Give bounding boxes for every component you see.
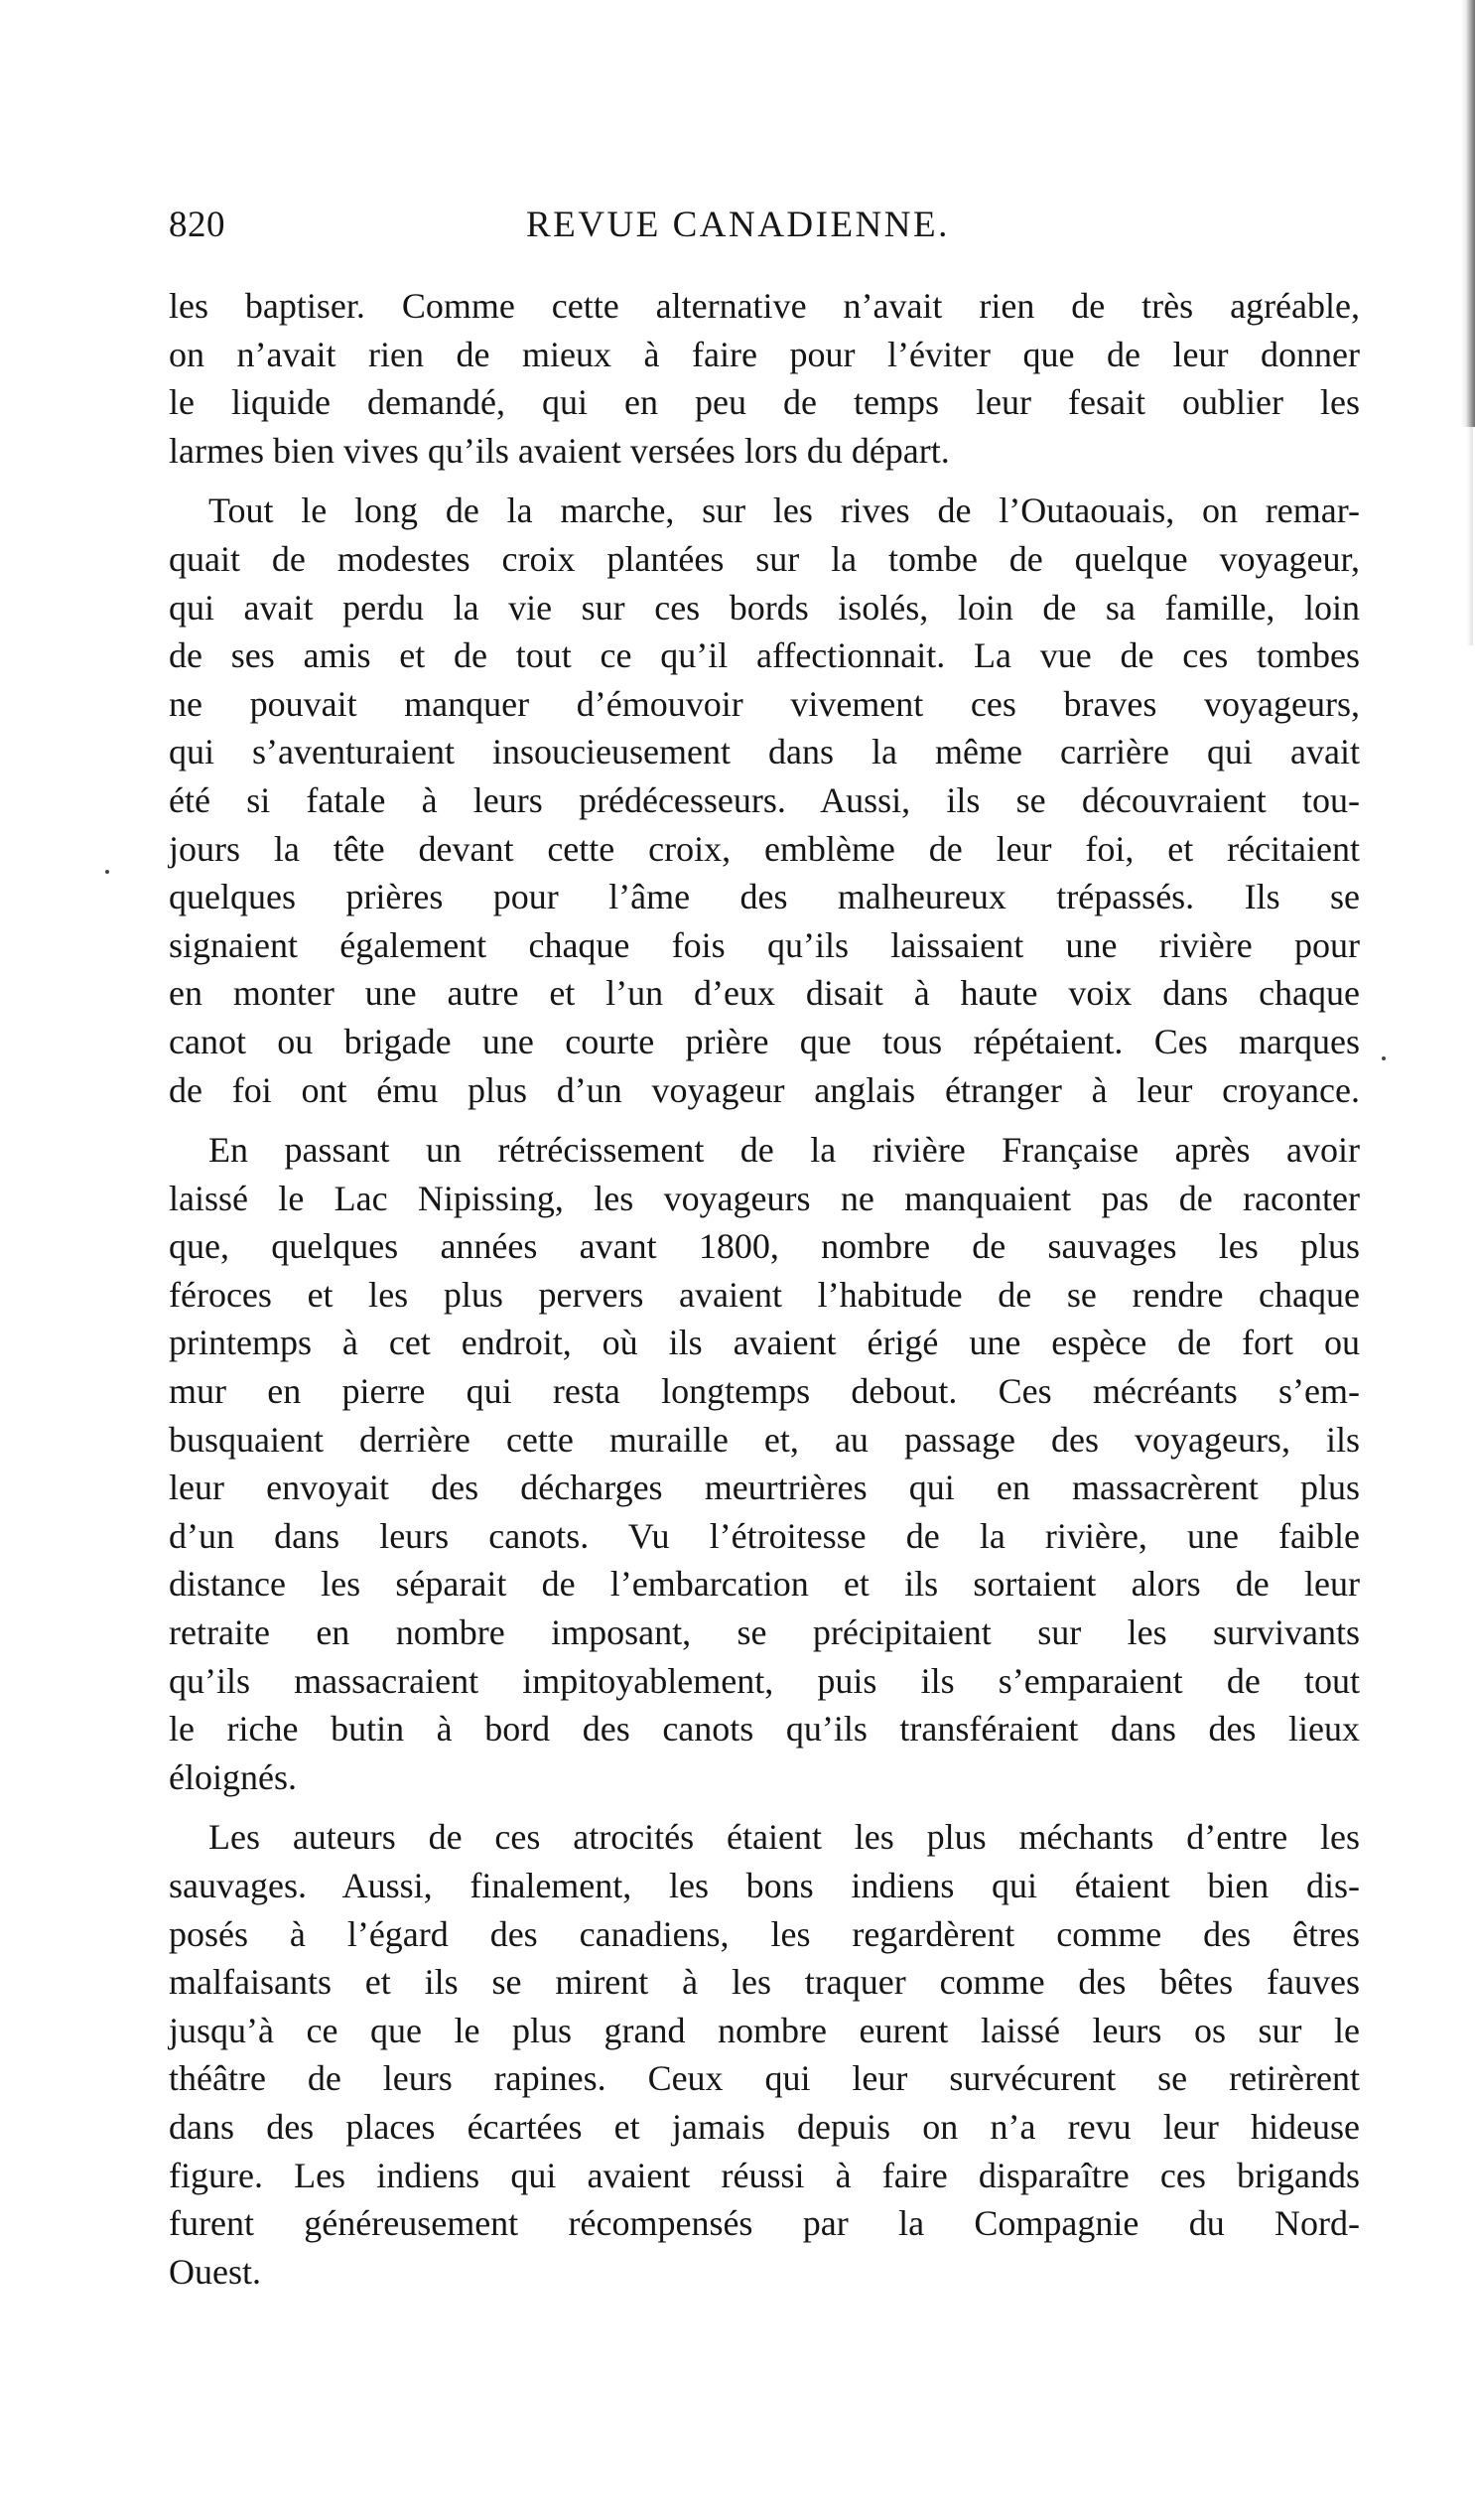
- text-line: de foi ont ému plus d’un voyageur anglais étranger à leur croyance.: [169, 1069, 1360, 1110]
- text-line: éloignés.: [169, 1756, 297, 1797]
- text-line: les baptiser. Comme cette alternative n’avait rien de très agréable,: [169, 286, 1360, 326]
- text-line: féroces et les plus pervers avaient l’habitude de se rendre chaque: [169, 1274, 1360, 1315]
- margin-speck: [1382, 1056, 1386, 1060]
- text-line: en monter une autre et l’un d’eux disait à haute voix dans chaque: [169, 973, 1360, 1014]
- text-line: furent généreusement récompensés par la Compagnie du Nord-: [169, 2203, 1360, 2244]
- running-header: [169, 204, 1003, 253]
- text-line: Tout le long de la marche, sur les rives de l’Outaouais, on remar-: [208, 490, 1360, 531]
- text-line: malfaisants et ils se mirent à les traquer comme des bêtes fauves: [169, 1962, 1360, 2003]
- scan-edge-shadow: [1461, 0, 1475, 427]
- margin-speck: [105, 870, 109, 874]
- paragraph: [169, 1813, 1360, 2296]
- text-line: d’un dans leurs canots. Vu l’étroitesse de la rivière, une faible: [169, 1515, 1360, 1556]
- text-line: distance les séparait de l’embarcation et ils sortaient alors de leur: [169, 1564, 1360, 1605]
- text-line: jours la tête devant cette croix, emblème de leur foi, et récitaient: [169, 828, 1360, 869]
- text-line: dans des places écartées et jamais depuis on n’a revu leur hideuse: [169, 2106, 1360, 2147]
- text-line: retraite en nombre imposant, se précipitaient sur les survivants: [169, 1612, 1360, 1653]
- text-line: qu’ils massacraient impitoyablement, puis ils s’emparaient de tout: [169, 1660, 1360, 1701]
- page-number: 820: [169, 205, 225, 245]
- text-line: qui s’aventuraient insoucieusement dans la même carrière qui avait: [169, 732, 1360, 772]
- text-line: on n’avait rien de mieux à faire pour l’éviter que de leur donner: [169, 334, 1360, 374]
- text-line: été si fatale à leurs prédécesseurs. Aussi, ils se découvraient tou-: [169, 779, 1360, 820]
- text-line: signaient également chaque fois qu’ils laissaient une rivière pour: [169, 924, 1360, 965]
- paragraph: [169, 282, 1360, 475]
- text-line: quelques prières pour l’âme des malheureux trépassés. Ils se: [169, 877, 1360, 917]
- text-line: le liquide demandé, qui en peu de temps leur fesait oublier les: [169, 382, 1360, 423]
- text-line: jusqu’à ce que le plus grand nombre eurent laissé leurs os sur le: [169, 2010, 1360, 2050]
- running-title: REVUE CANADIENNE.: [526, 205, 950, 245]
- body-text: [169, 282, 1360, 2296]
- text-line: ne pouvait manquer d’émouvoir vivement ces braves voyageurs,: [169, 683, 1360, 724]
- text-line: que, quelques années avant 1800, nombre de sauvages les plus: [169, 1226, 1360, 1267]
- text-line: mur en pierre qui resta longtemps debout. Ces mécréants s’em-: [169, 1371, 1360, 1412]
- text-line: qui avait perdu la vie sur ces bords isolés, loin de sa famille, loin: [169, 587, 1360, 628]
- text-line: canot ou brigade une courte prière que tous répétaient. Ces marques: [169, 1021, 1360, 1061]
- text-line: posés à l’égard des canadiens, les regardèrent comme des êtres: [169, 1913, 1360, 1954]
- paragraph: [169, 1126, 1360, 1801]
- text-line: Ouest.: [169, 2251, 261, 2292]
- paragraph: [169, 487, 1360, 1114]
- text-line: le riche butin à bord des canots qu’ils transféraient dans des lieux: [169, 1709, 1360, 1750]
- text-line: sauvages. Aussi, finalement, les bons indiens qui étaient bien dis-: [169, 1866, 1360, 1905]
- text-line: En passant un rétrécissement de la rivière Française après avoir: [208, 1130, 1360, 1171]
- text-line: théâtre de leurs rapines. Ceux qui leur survécurent se retirèrent: [169, 2058, 1360, 2099]
- scan-edge-shadow-lower: [1467, 427, 1473, 645]
- text-line: busquaient derrière cette muraille et, au passage des voyageurs, ils: [169, 1419, 1360, 1460]
- text-line: printemps à cet endroit, où ils avaient érigé une espèce de fort ou: [169, 1323, 1360, 1363]
- text-line: laissé le Lac Nipissing, les voyageurs ne manquaient pas de raconter: [169, 1178, 1360, 1218]
- text-line: larmes bien vives qu’ils avaient versées lors du départ.: [169, 430, 950, 471]
- text-line: leur envoyait des décharges meurtrières qui en massacrèrent plus: [169, 1468, 1360, 1508]
- text-line: quait de modestes croix plantées sur la tombe de quelque voyageur,: [169, 538, 1360, 579]
- text-line: figure. Les indiens qui avaient réussi à faire disparaître ces brigands: [169, 2155, 1360, 2195]
- text-line: Les auteurs de ces atrocités étaient les plus méchants d’entre les: [208, 1817, 1360, 1858]
- text-line: de ses amis et de tout ce qu’il affectionnait. La vue de ces tombes: [169, 635, 1360, 676]
